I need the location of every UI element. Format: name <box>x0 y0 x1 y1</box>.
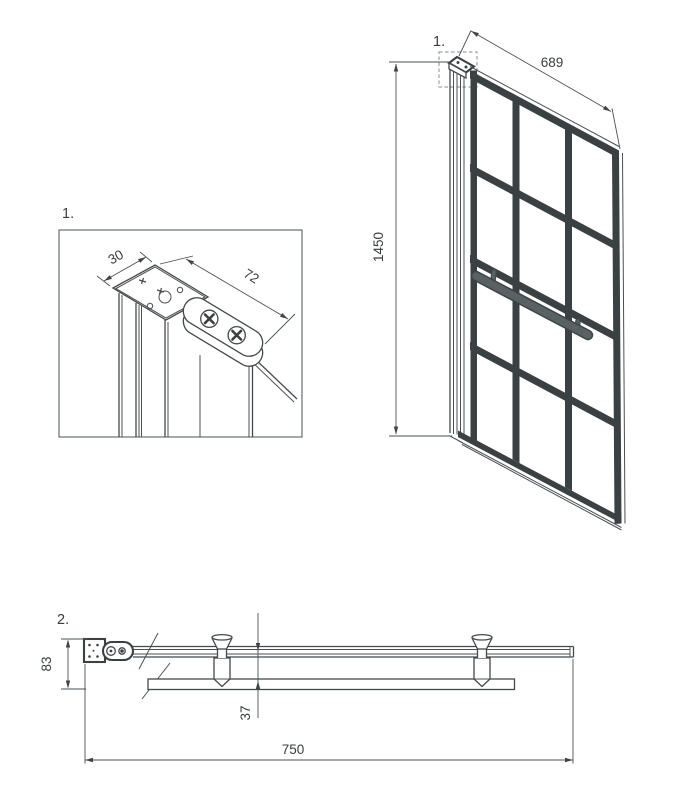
dim-72-label: 72 <box>241 265 262 287</box>
glass-clamp-plan <box>103 642 133 660</box>
dimension-37 <box>238 613 260 721</box>
dim-1450-label: 1450 <box>371 231 386 263</box>
grid-cross-bar <box>470 255 619 343</box>
dimension-83 <box>39 639 88 689</box>
wall-profile-lines <box>450 70 464 443</box>
dim-30-label: 30 <box>105 246 127 268</box>
dim-750-label: 750 <box>281 742 305 757</box>
detail-view-1 <box>59 206 302 437</box>
glass-clamp <box>178 293 267 371</box>
detail-view-border <box>59 230 302 437</box>
clamp-screw <box>201 310 218 327</box>
mounting-knob <box>472 635 492 687</box>
front-view-callout-label: 1. <box>433 34 446 50</box>
dim-83-label: 83 <box>39 656 54 672</box>
front-view <box>371 31 625 531</box>
grid-left-stile <box>471 71 478 441</box>
dim-689-label: 689 <box>540 55 564 70</box>
dim-37-label: 37 <box>238 705 253 721</box>
grid-cross-bar <box>470 342 619 430</box>
plan-view <box>39 612 574 764</box>
clamp-screw <box>228 327 245 344</box>
mounting-knob <box>212 635 232 687</box>
dimension-689 <box>459 31 620 150</box>
grid-top-rail <box>470 71 619 159</box>
detail-view-label: 1. <box>62 206 75 222</box>
grid-bottom-rail <box>458 431 622 524</box>
dimension-1450 <box>371 62 452 436</box>
glass-grid-panel <box>458 67 625 531</box>
towel-bar-plan <box>148 679 515 690</box>
plan-view-label: 2. <box>57 612 70 628</box>
grid-cross-bar <box>470 164 619 252</box>
wall-profile-plan <box>84 639 133 662</box>
glass-edge-lines <box>251 358 297 402</box>
dimension-750 <box>85 659 573 764</box>
